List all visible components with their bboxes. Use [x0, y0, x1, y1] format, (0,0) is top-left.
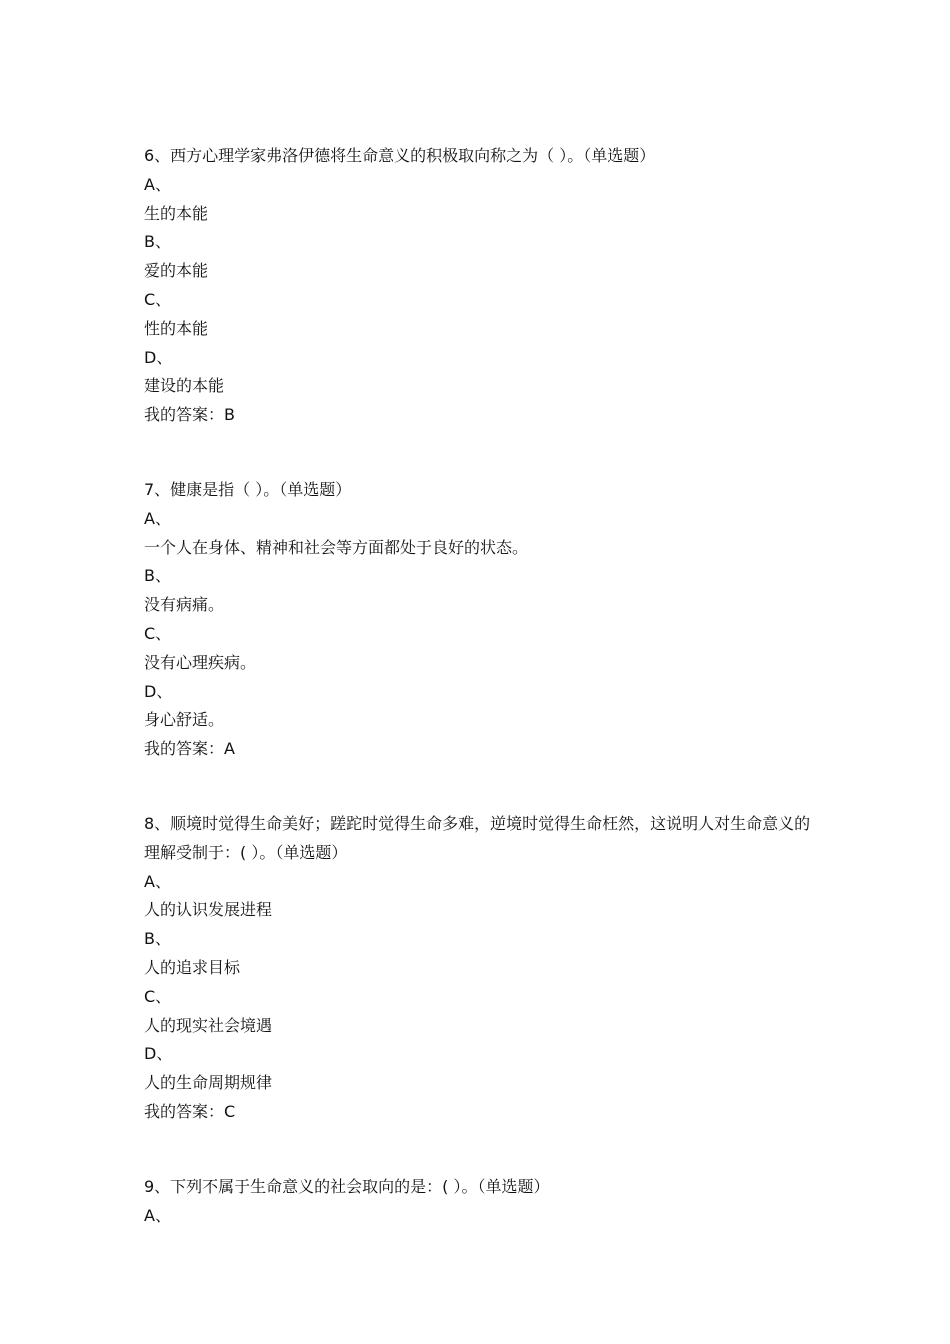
option-letter-b: B、: [144, 929, 171, 949]
option-text-b: 爱的本能: [144, 261, 209, 281]
my-answer: 我的答案：A: [144, 739, 235, 759]
option-letter-b: B、: [144, 232, 171, 252]
question-9: [144, 1173, 814, 1231]
question-stem: 9、下列不属于生命意义的社会取向的是：( ）。（单选题）: [144, 1176, 550, 1196]
question-stem: 6、西方心理学家弗洛伊德将生命意义的积极取向称之为（ ）。（单选题）: [144, 146, 656, 165]
my-answer: 我的答案：B: [144, 405, 235, 425]
option-letter-a: A、: [144, 174, 171, 194]
option-letter-a: A、: [144, 508, 171, 528]
option-letter-a: A、: [144, 871, 171, 891]
option-letter-c: C、: [144, 289, 172, 309]
option-text-a: 一个人在身体、精神和社会等方面都处于良好的状态。: [144, 537, 529, 557]
option-text-c: 没有心理疾病。: [144, 652, 257, 672]
option-letter-a: A、: [144, 1205, 171, 1225]
option-letter-c: C、: [144, 986, 172, 1006]
question-6: [144, 142, 814, 430]
question-list: [144, 142, 814, 1276]
option-text-b: 没有病痛。: [144, 595, 225, 615]
option-letter-b: B、: [144, 566, 171, 586]
question-7: [144, 476, 814, 764]
option-text-d: 建设的本能: [144, 376, 225, 396]
option-text-d: 人的生命周期规律: [144, 1073, 273, 1093]
option-text-c: 人的现实社会境遇: [144, 1015, 273, 1035]
option-letter-d: D、: [144, 1044, 173, 1064]
option-text-a: 生的本能: [144, 203, 209, 223]
option-text-d: 身心舒适。: [144, 710, 225, 730]
option-letter-d: D、: [144, 347, 173, 367]
my-answer: 我的答案：C: [144, 1101, 236, 1121]
option-letter-c: C、: [144, 623, 172, 643]
option-text-c: 性的本能: [144, 318, 209, 338]
question-8: [144, 810, 814, 1127]
option-letter-d: D、: [144, 681, 173, 701]
option-text-a: 人的认识发展进程: [144, 900, 273, 920]
question-stem: 7、健康是指（ ）。（单选题）: [144, 479, 352, 499]
option-text-b: 人的追求目标: [144, 957, 241, 977]
question-stem: 8、顺境时觉得生命美好；蹉跎时觉得生命多难，逆境时觉得生命枉然，这说明人对生命意义的理解受制于：( ）。（单选题）: [144, 813, 811, 862]
